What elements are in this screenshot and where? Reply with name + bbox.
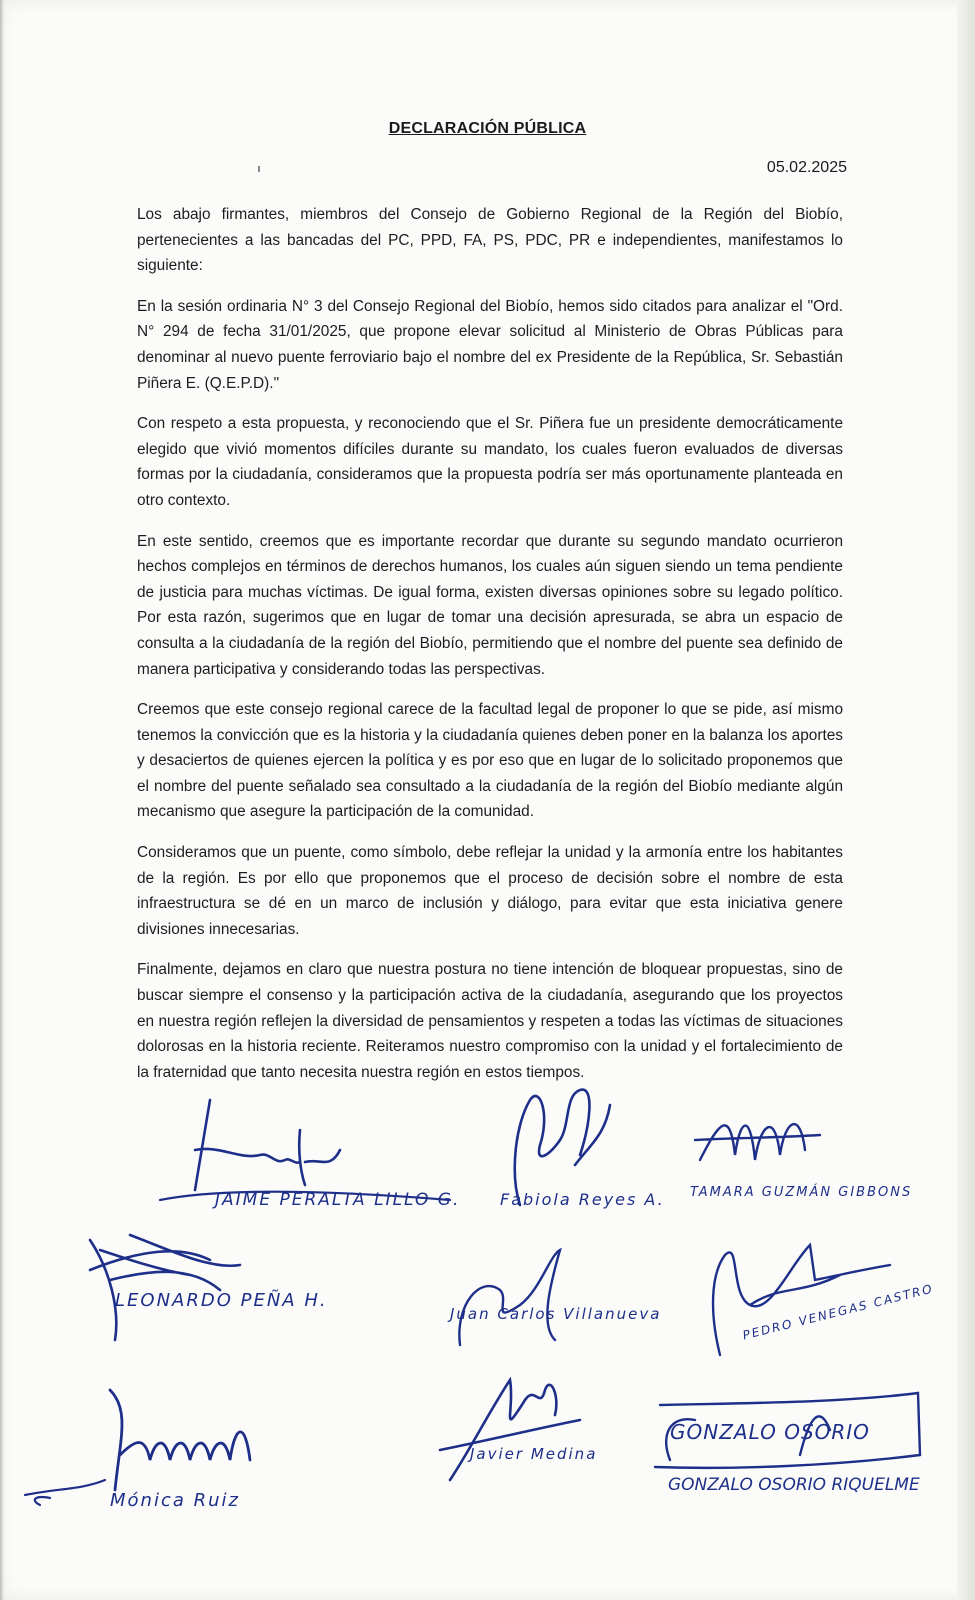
signature-2 — [480, 1085, 680, 1215]
document-date: 05.02.2025 — [766, 159, 847, 176]
paragraph-human-rights: En este sentido, creemos que es importante recordar que durante su segundo mandato ocurrieron hechos complejos en términos de derechos humanos, los cuales aún siguen siendo un tema pendiente de justicia para muchas víctimas. De igual forma, existen diversas opiniones sobre su legado político. Por esta razón, sugerimos que en lugar de tomar una decisión apresurada, se abra un espacio de consulta a la ciudadanía de la región del Biobío, permitiendo que el nombre del puente sea definido de manera participativa y considerando todas las perspectivas. — [137, 532, 843, 678]
signature-5-scribble — [440, 1245, 680, 1355]
signature-8-name: GONZALO OSORIO — [670, 1420, 870, 1444]
signature-6-name: PEDRO VENEGAS CASTRO — [741, 1281, 936, 1343]
signature-10-name: Mónica Ruiz — [110, 1490, 240, 1511]
signature-6 — [690, 1235, 936, 1365]
signature-2-name: Fabiola Reyes A. — [500, 1190, 665, 1209]
signature-5-name: Juan Carlos Villanueva — [450, 1305, 662, 1323]
signature-3-scribble — [690, 1100, 830, 1180]
paragraph-closing: Finalmente, dejamos en claro que nuestra postura no tiene intención de bloquear propuestas, sino de buscar siempre el consenso y la participación activa de la ciudadanía, asegurando que los proyectos en nuestra región reflejen la diversidad de pensamientos y respeten a todas las víctimas de situaciones dolorosas en la historia reciente. Reiteramos nuestro compromiso con la unidad y el fortalecimiento de la fraternidad que tanto necesita nuestra región en estos tiempos. — [137, 961, 843, 1081]
signature-7-name: Javier Medina — [470, 1445, 598, 1463]
signature-5 — [440, 1245, 680, 1355]
signature-1-name: JAIME PERALTA LILLO G. — [215, 1190, 461, 1210]
signature-4 — [70, 1230, 390, 1350]
signature-4-name: LEONARDO PEÑA H. — [115, 1290, 328, 1311]
paragraph-intro: Los abajo firmantes, miembros del Consejo de Gobierno Regional de la Región del Biobío, pertenecientes a las bancadas del PC, PPD, FA, PS, PDC, PR e independientes, manifestamos lo siguiente: — [137, 206, 843, 275]
paragraph-session: En la sesión ordinaria N° 3 del Consejo Regional del Biobío, hemos sido citados para analizar el "Ord. N° 294 de fecha 31/01/2025, que propone elevar solicitud al Ministerio de Obras Públicas para denominar al nuevo puente ferroviario bajo el nombre del ex Presidente de la República, Sr. Sebastián Piñera E. (Q.E.P.D)." — [137, 297, 843, 392]
signature-3 — [690, 1100, 913, 1200]
document-body — [137, 202, 843, 1100]
signature-7 — [430, 1370, 630, 1490]
paper-mark — [258, 166, 260, 172]
signature-3-name: TAMARA GUZMÁN GIBBONS — [690, 1185, 913, 1200]
document-title: DECLARACIÓN PÚBLICA — [388, 120, 587, 137]
signature-block — [0, 1070, 975, 1600]
paragraph-respect: Con respeto a esta propuesta, y reconociendo que el Sr. Piñera fue un presidente democráticamente elegido que vivió momentos difíciles durante su mandato, los cuales fueron evaluados de diversas formas por la ciudadanía, consideramos que la propuesta podría ser más oportunamente planteada en otro contexto. — [137, 415, 843, 509]
paragraph-legal-faculty: Creemos que este consejo regional carece de la facultad legal de proponer lo que se pide, así mismo tenemos la convicción que es la historia y la ciudadanía quienes deben poner en la balanza los aportes y desaciertos de quienes ejercen la política y es por eso que en lugar de lo solicitado proponemos que el nombre del puente señalado sea consultado a la ciudadanía de la región del Biobío mediante algún mecanismo que asegure la participación de la comunidad. — [137, 701, 843, 821]
signature-7-scribble — [430, 1370, 630, 1490]
signature-9-name: GONZALO OSORIO RIQUELME — [668, 1475, 920, 1495]
signature-8 — [640, 1375, 930, 1495]
signature-1 — [150, 1090, 461, 1210]
signature-10 — [20, 1380, 380, 1530]
paragraph-symbol: Consideramos que un puente, como símbolo, debe reflejar la unidad y la armonía entre los habitantes de la región. Es por ello que proponemos que el proceso de decisión sobre el nombre de esta infraestructura se dé en un marco de inclusión y diálogo, para evitar que esta iniciativa genere divisiones innecesarias. — [137, 844, 843, 938]
